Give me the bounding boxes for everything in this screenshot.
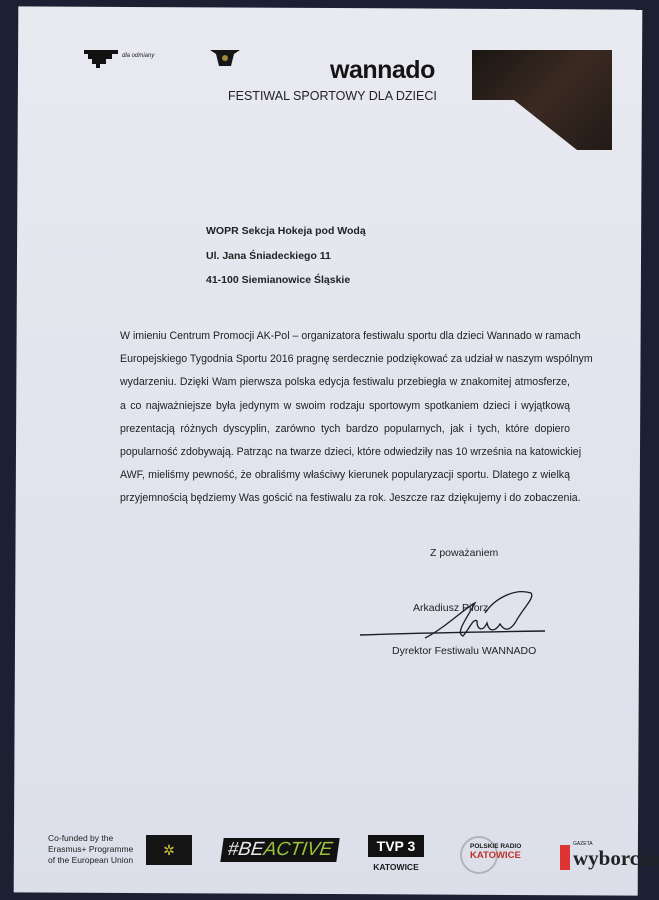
signature-icon: [355, 588, 550, 648]
recipient-street: Ul. Jana Śniadeckiego 11: [206, 250, 331, 262]
signer-name: Arkadiusz Pilorz: [413, 602, 489, 614]
tvp3-subtitle: KATOWICE: [373, 862, 419, 872]
brand-logo: wannado: [330, 56, 435, 84]
eu-flag-icon: ✲: [146, 835, 192, 865]
body-line: popularność zdobywają. Patrząc na twarze dzieci, które odwiedziły nas 10 września na katowickiej: [120, 445, 582, 458]
beactive-logo: [220, 838, 339, 862]
recipient-name: WOPR Sekcja Hokeja pod Wodą: [206, 225, 366, 237]
signer-title: Dyrektor Festiwalu WANNADO: [392, 645, 537, 657]
bull-logo-icon: [210, 50, 240, 68]
small-logo-text: dla odmiany: [122, 53, 155, 59]
tvp3-logo: TVP 3: [368, 835, 424, 857]
body-line: AWF, mieliśmy pewność, że obraliśmy właściwy kierunek popularyzacji sportu. Dlatego z wielką: [120, 469, 570, 482]
beactive-suffix: ACTIVE: [262, 839, 334, 860]
brand-subtitle: FESTIWAL SPORTOWY DLA DZIECI: [228, 89, 437, 103]
gazeta-red-block: [560, 845, 570, 870]
letter-body: [120, 325, 593, 511]
body-line: Europejskiego Tygodnia Sportu 2016 pragnę serdecznie podziękować za udział w naszym wspólnym: [120, 353, 593, 366]
gazeta-logo: wyborcza: [573, 846, 659, 870]
body-line: a co najważniejsze była jedynym w swoim rodzaju sportowym spotkaniem dzieci i wyjątkową: [120, 399, 570, 412]
radio-top: POLSKIE RADIO: [470, 843, 522, 850]
erasmus-line: Erasmus+ Programme: [48, 844, 134, 854]
body-line: wydarzeniu. Dzięki Wam pierwsza polska edycja festiwalu przebiegła w znakomitej atmosferze,: [120, 376, 570, 389]
radio-bottom: KATOWICE: [470, 850, 521, 861]
erasmus-text: [48, 833, 133, 866]
body-line: W imieniu Centrum Promocji AK-Pol – organizatora festiwalu sportu dla dzieci Wannado w ramach: [120, 330, 581, 342]
closing-salutation: Z poważaniem: [430, 547, 499, 559]
erasmus-line: Co-funded by the: [48, 833, 114, 843]
beactive-prefix: #BE: [226, 839, 266, 860]
logo-stair-icon: [84, 50, 118, 68]
body-line: prezentacją różnych dyscyplin, zarówno tych bardzo popularnych, jak i tych, które dopiero: [120, 422, 570, 435]
gazeta-small: GAZETA: [573, 841, 593, 847]
body-line: przyjemnością będziemy Was gościć na festiwalu za rok. Jeszcze raz dziękujemy i do zobaczenia.: [120, 492, 581, 505]
recipient-city: 41-100 Siemianowice Śląskie: [206, 274, 351, 286]
radio-logo: [470, 842, 521, 860]
erasmus-line: of the European Union: [48, 855, 134, 865]
